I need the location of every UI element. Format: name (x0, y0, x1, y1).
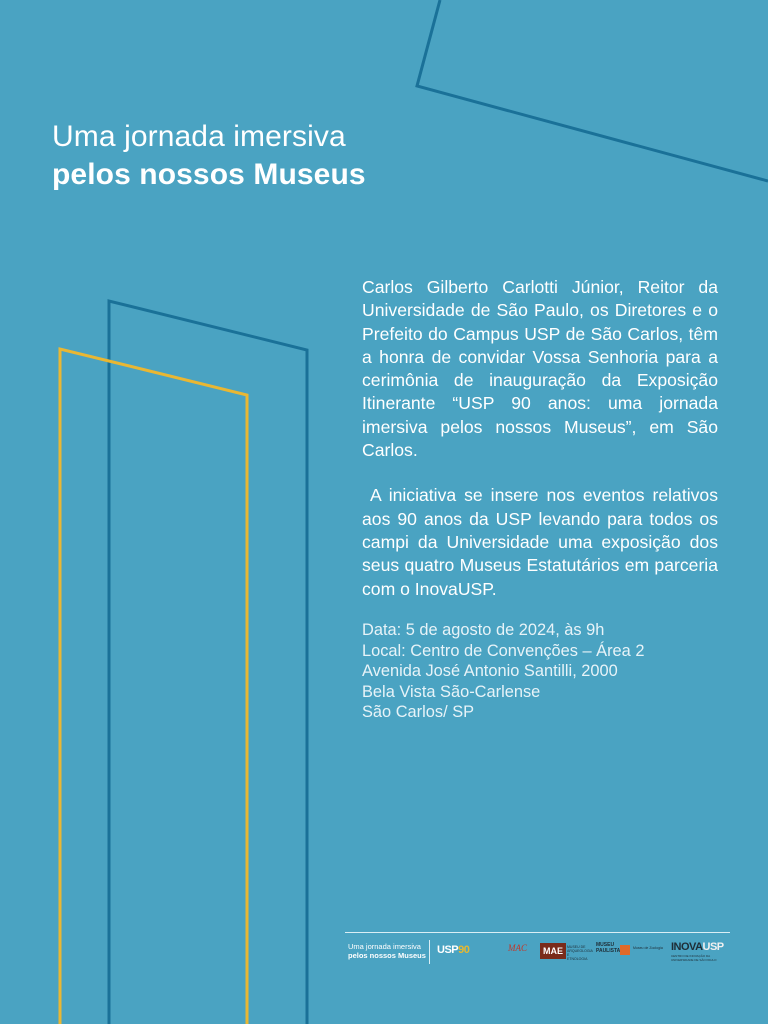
event-details (362, 620, 722, 723)
museu-zoologia-text: Museu de Zoologia (633, 946, 663, 950)
inova-usp-text: USP (702, 941, 724, 953)
footer-separator (429, 940, 430, 964)
invitation-text (362, 276, 723, 601)
event-street: Avenida José Antonio Santilli, 2000 (362, 662, 618, 681)
event-date: Data: 5 de agosto de 2024, às 9h (362, 621, 605, 639)
museu-zoologia-icon (620, 945, 630, 955)
title-line-1: Uma jornada imersiva (52, 120, 346, 153)
footer-logos (345, 938, 735, 968)
usp-90-number: 90 (458, 944, 470, 956)
museu-paulista-logo: MUSEU PAULISTA (596, 942, 621, 954)
inova-usp-logo (671, 941, 724, 953)
title-line-2: pelos nossos Museus (52, 158, 366, 191)
event-place: Local: Centro de Convenções – Área 2 (362, 641, 645, 660)
footer-tagline-line-1: Uma jornada imersiva (348, 942, 421, 951)
top-right-blue-line (417, 0, 768, 181)
page-title (52, 118, 432, 194)
yellow-tower-line (60, 349, 247, 1024)
inova-usp-subtitle: CENTRO DE INOVAÇÃO DA UNIVERSIDADE DE SÃO PAULO (671, 954, 717, 962)
mae-logo-text: MUSEU DE ARQUEOLOGIA E ETNOLOGIA (567, 945, 593, 961)
inova-logo-text: INOVA (671, 941, 703, 953)
footer-tagline-line-2: pelos nossos Museus (348, 951, 426, 960)
mac-logo: MAC (508, 943, 527, 953)
event-district: Bela Vista São-Carlense (362, 682, 541, 701)
blue-tower-line (109, 301, 307, 1024)
mae-logo: MAE (540, 943, 566, 959)
usp-90-logo (437, 944, 469, 956)
invitation-paragraph-2: A iniciativa se insere nos eventos relativos aos 90 anos da USP levando para todos os campi da Universidade uma exposição dos seus quatro Museus Estatutários em parceria com o InovaUSP. (362, 485, 723, 599)
invitation-paragraph-1: Carlos Gilberto Carlotti Júnior, Reitor da Universidade de São Paulo, os Diretores e o Prefeito do Campus USP de São Carlos, têm a honra de convidar Vossa Senhoria para a cerimônia de inauguração da Exposição Itinerante “USP 90 anos: uma jornada imersiva pelos nossos Museus”, em São Carlos. (362, 277, 718, 461)
usp-logo-text: USP (437, 944, 459, 956)
footer-divider (345, 932, 730, 933)
event-city: São Carlos/ SP (362, 703, 475, 722)
footer-tagline (348, 942, 426, 960)
